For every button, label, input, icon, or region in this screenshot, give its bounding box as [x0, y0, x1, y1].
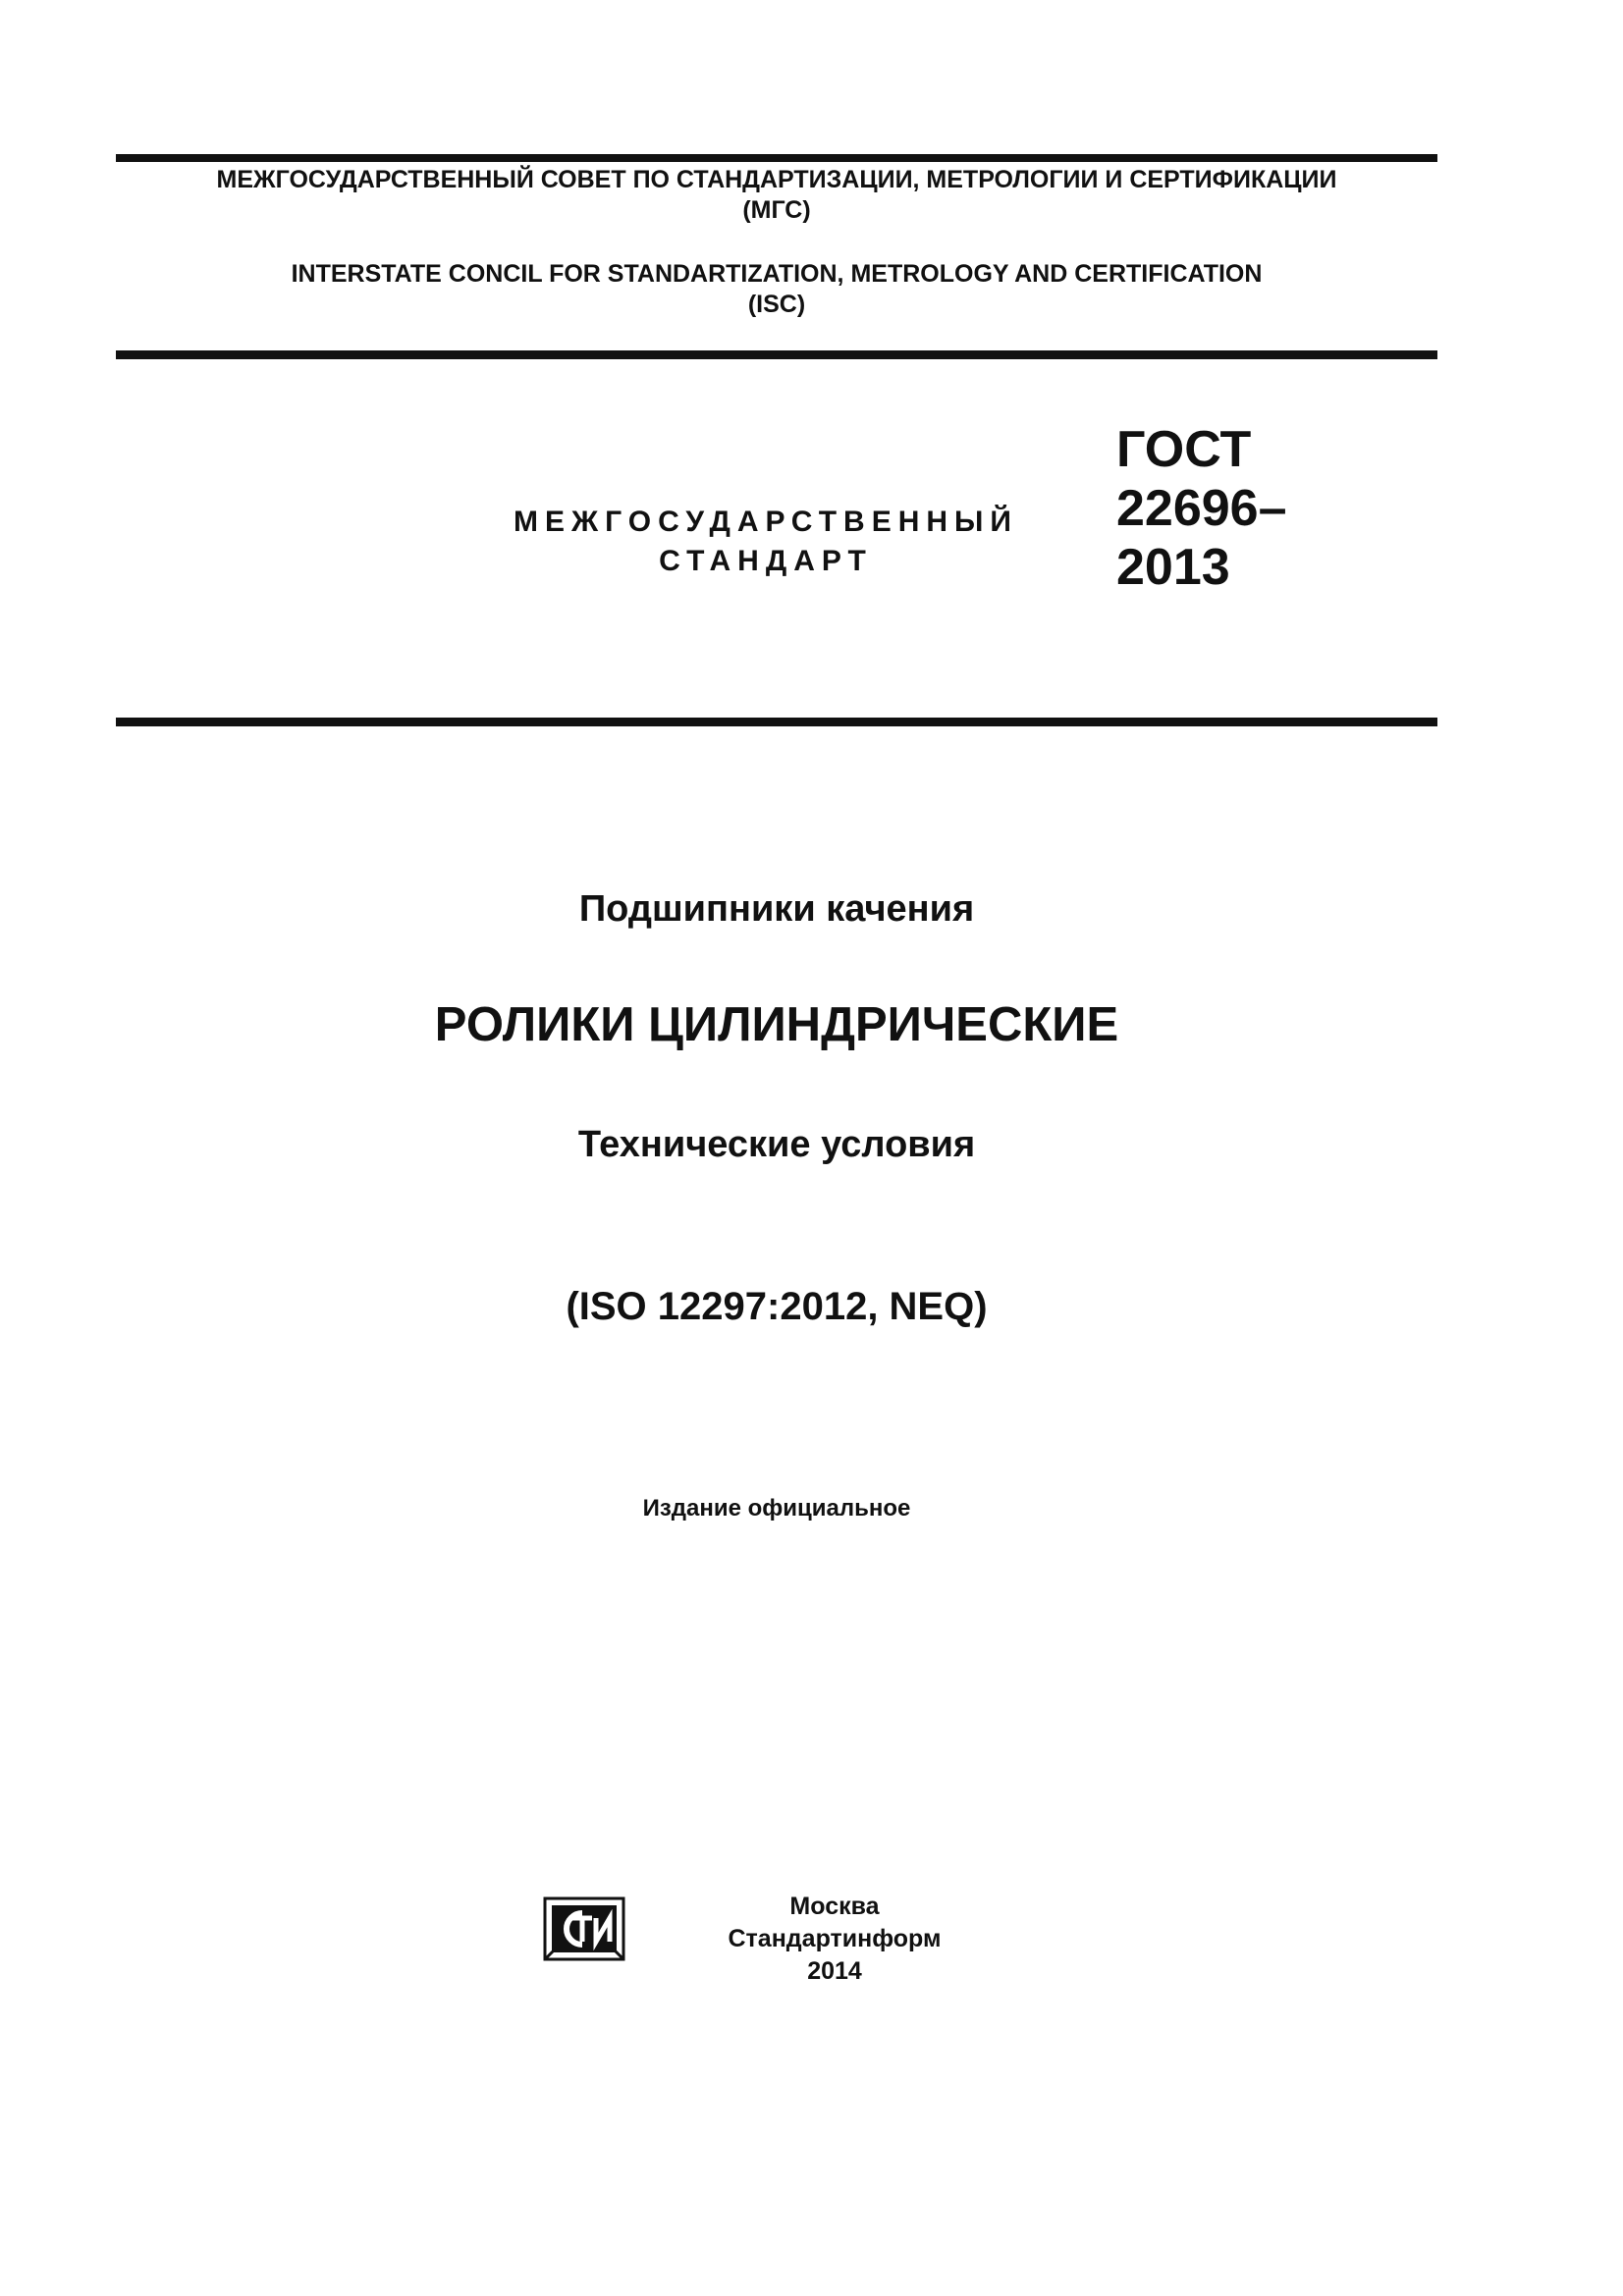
bottom-rule: [116, 718, 1437, 726]
title-sub: Технические условия: [577, 1124, 976, 1165]
publisher-year: 2014: [807, 1957, 862, 1985]
iso-reference: (ISO 12297:2012, NEQ): [566, 1285, 988, 1328]
publisher-block: [687, 1891, 982, 1988]
council-ru-abbr: (МГС): [742, 196, 811, 224]
title-main: РОЛИКИ ЦИЛИНДРИЧЕСКИЕ: [434, 998, 1119, 1051]
council-en-name: INTERSTATE CONCIL FOR STANDARTIZATION, METROLOGY AND CERTIFICATION: [291, 260, 1263, 288]
standard-type-line2: СТАНДАРТ: [659, 545, 873, 577]
edition-note: Издание официальное: [642, 1495, 911, 1522]
top-rule: [116, 154, 1437, 162]
standard-type: [452, 503, 1080, 581]
standard-designation: [1116, 420, 1287, 597]
council-en-abbr: (ISC): [747, 291, 806, 318]
standartinform-logo-icon: [543, 1896, 625, 1961]
publisher-name: Стандартинформ: [728, 1925, 942, 1952]
publisher-city: Москва: [789, 1893, 880, 1920]
standard-code: ГОСТ: [1116, 421, 1252, 478]
middle-rule: [116, 350, 1437, 359]
standard-year: 2013: [1116, 539, 1230, 596]
council-en-block: [116, 259, 1437, 320]
council-ru-block: [116, 165, 1437, 226]
standard-number: 22696–: [1116, 480, 1287, 537]
title-group: Подшипники качения: [578, 888, 975, 930]
standard-type-line1: МЕЖГОСУДАРСТВЕННЫЙ: [514, 506, 1018, 538]
council-ru-name: МЕЖГОСУДАРСТВЕННЫЙ СОВЕТ ПО СТАНДАРТИЗАЦИИ, МЕТРОЛОГИИ И СЕРТИФИКАЦИИ: [216, 166, 1337, 193]
